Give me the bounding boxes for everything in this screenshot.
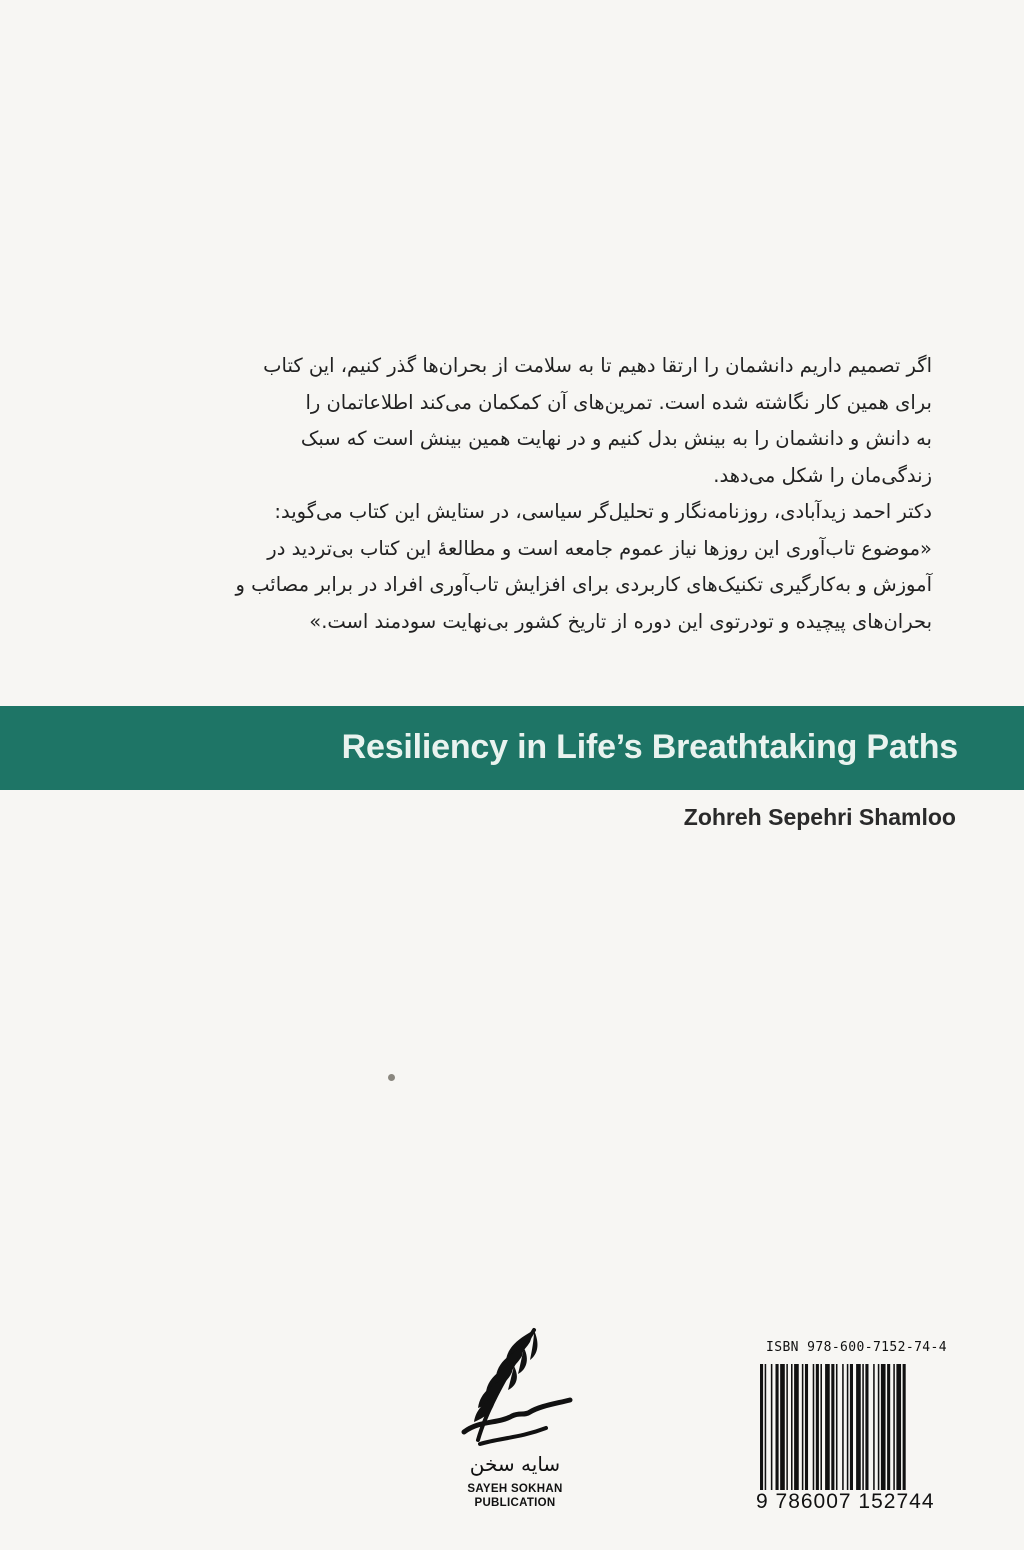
barcode-bar <box>893 1364 895 1490</box>
barcode-bar <box>903 1364 906 1504</box>
barcode-bar <box>802 1364 804 1490</box>
blurb-paragraph-2 <box>180 494 932 640</box>
feather-quill-icon <box>450 1320 580 1450</box>
barcode-bar <box>794 1364 799 1490</box>
barcode-bar <box>813 1364 815 1490</box>
blurb-line: «موضوع تاب‌آوری این روزها نیاز عموم جامعه است و مطالعهٔ این کتاب بی‌تردید در <box>267 536 932 560</box>
blurb-line: آموزش و به‌کارگیری تکنیک‌های کاربردی برای افزایش تاب‌آوری افراد در برابر مصائب و <box>235 573 932 596</box>
publisher-name-persian: سایه سخن <box>469 1452 561 1476</box>
publisher-name-line-2: PUBLICATION <box>474 1497 556 1509</box>
blurb-paragraph-1 <box>180 348 932 494</box>
barcode-bar <box>791 1364 793 1490</box>
blurb-line: برای همین کار نگاشته شده است. تمرین‌های آن کمکمان می‌کند اطلاعاتمان را <box>305 390 932 414</box>
barcode-bar <box>765 1364 767 1504</box>
isbn-barcode <box>756 1340 968 1530</box>
barcode-bar <box>776 1364 779 1490</box>
barcode-bar <box>850 1364 853 1490</box>
blurb-line: اگر تصمیم داریم دانشمان را ارتقا دهیم تا به سلامت از بحران‌ها گذر کنیم، این کتاب <box>263 354 932 377</box>
barcode-bar <box>780 1364 785 1490</box>
author-name: Zohreh Sepehri Shamloo <box>683 804 956 830</box>
barcode-bar <box>856 1364 861 1490</box>
publisher-name-english <box>440 1482 590 1510</box>
publisher-name-line-1: SAYEH SOKHAN <box>467 1483 563 1495</box>
barcode-bars <box>756 1364 968 1504</box>
publisher-logo <box>440 1320 590 1530</box>
barcode-bar <box>836 1364 838 1504</box>
barcode-bar <box>887 1364 890 1490</box>
blurb-line: دکتر احمد زیدآبادی، روزنامه‌نگار و تحلیل‌گر سیاسی، در ستایش این کتاب می‌گوید: <box>274 500 932 523</box>
barcode-bar <box>862 1364 864 1490</box>
barcode-digits: 9 786007 152744 <box>756 1490 968 1514</box>
barcode-bar <box>760 1364 763 1504</box>
barcode-bar <box>873 1364 875 1490</box>
barcode-bar <box>816 1364 819 1490</box>
barcode-bar <box>847 1364 849 1490</box>
print-speck <box>388 1074 395 1081</box>
barcode-bar <box>820 1364 822 1490</box>
blurb-text <box>180 348 932 640</box>
barcode-bar <box>805 1364 808 1490</box>
barcode-bar <box>825 1364 830 1490</box>
isbn-number: ISBN 978-600-7152-74-4 <box>766 1340 947 1355</box>
barcode-bar <box>842 1364 844 1490</box>
barcode-bar <box>865 1364 868 1490</box>
barcode-bar <box>771 1364 773 1490</box>
barcode-bar <box>878 1364 880 1490</box>
barcode-bar <box>881 1364 886 1490</box>
blurb-line: زندگی‌مان را شکل می‌دهد. <box>713 463 932 487</box>
barcode-bar <box>786 1364 788 1490</box>
title-band <box>0 706 1024 790</box>
barcode-bar <box>896 1364 901 1490</box>
blurb-line: به دانش و دانشمان را به بینش بدل کنیم و در نهایت همین بینش است که سبک <box>300 427 932 450</box>
barcode-bar <box>831 1364 834 1504</box>
english-title: Resiliency in Life’s Breathtaking Paths <box>341 728 958 766</box>
blurb-line: بحران‌های پیچیده و تودرتوی این دوره از تاریخ کشور بی‌نهایت سودمند است.» <box>309 609 932 633</box>
